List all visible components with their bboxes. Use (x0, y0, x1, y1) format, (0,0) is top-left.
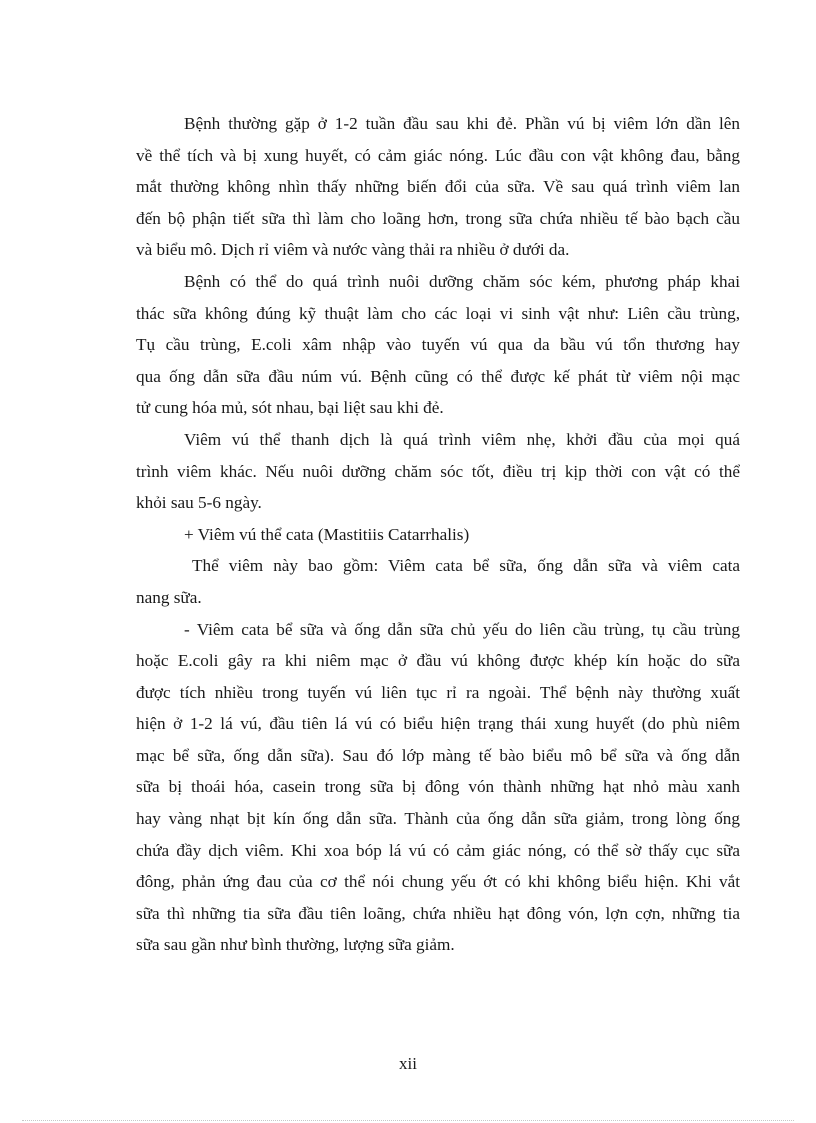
page-number: xii (399, 1054, 417, 1073)
text-line: sữa thì những tia sữa đầu tiên loãng, chứa nhiều hạt đông vón, lợn cợn, những tia (136, 903, 740, 923)
text-line: Tụ cầu trùng, E.coli xâm nhập vào tuyến vú qua da bầu vú tổn thương hay (136, 335, 740, 355)
text-line: Viêm vú thể thanh dịch là quá trình viêm nhẹ, khởi đầu của mọi quá (184, 429, 740, 449)
text-line: hiện ở 1-2 lá vú, đầu tiên lá vú có biểu hiện trạng thái xung huyết (do phù niêm (136, 714, 740, 734)
body-text (136, 108, 740, 961)
text-line: sữa sau gần như bình thường, lượng sữa giảm. (136, 935, 455, 955)
text-line: Thể viêm này bao gồm: Viêm cata bể sữa, ống dẫn sữa và viêm cata (192, 556, 740, 576)
text-line: được tích nhiều trong tuyến vú liên tục rỉ ra ngoài. Thể bệnh này thường xuất (136, 682, 740, 702)
text-line: Bệnh có thể do quá trình nuôi dưỡng chăm sóc kém, phương pháp khai (184, 271, 740, 291)
text-line: - Viêm cata bể sữa và ống dẫn sữa chủ yếu do liên cầu trùng, tụ cầu trùng (184, 619, 740, 639)
text-line: mắt thường không nhìn thấy những biến đổi của sữa. Về sau quá trình viêm lan (136, 177, 740, 197)
text-line: trình viêm khác. Nếu nuôi dưỡng chăm sóc tốt, điều trị kịp thời con vật có thể (136, 461, 740, 481)
text-line: khỏi sau 5-6 ngày. (136, 493, 262, 513)
text-line: qua ống dẫn sữa đầu núm vú. Bệnh cũng có thể được kế phát từ viêm nội mạc (136, 366, 740, 386)
page-bottom-divider (22, 1120, 794, 1121)
text-line: Bệnh thường gặp ở 1-2 tuần đầu sau khi đẻ. Phần vú bị viêm lớn dần lên (184, 114, 740, 133)
text-line: hay vàng nhạt bịt kín ống dẫn sữa. Thành của ống dẫn sữa giảm, trong lòng ống (136, 809, 740, 829)
text-line: về thể tích và bị xung huyết, có cảm giác nóng. Lúc đầu con vật không đau, bằng (136, 145, 740, 165)
text-line: đông, phản ứng đau của cơ thể nói chung yếu ớt có khi không biểu hiện. Khi vắt (136, 872, 740, 892)
text-line: thác sữa không đúng kỹ thuật làm cho các loại vi sinh vật như: Liên cầu trùng, (136, 303, 740, 323)
text-line: và biểu mô. Dịch rỉ viêm và nước vàng thải ra nhiều ở dưới da. (136, 240, 570, 260)
text-line: mạc bể sữa, ống dẫn sữa). Sau đó lớp màng tế bào biểu mô bể sữa và ống dẫn (136, 745, 740, 765)
text-line: tử cung hóa mủ, sót nhau, bại liệt sau khi đẻ. (136, 398, 444, 418)
text-line: sữa bị thoái hóa, casein trong sữa bị đông vón thành những hạt nhỏ màu xanh (136, 777, 740, 797)
text-line: hoặc E.coli gây ra khi niêm mạc ở đầu vú không được khép kín hoặc do sữa (136, 651, 740, 671)
text-line: chứa đầy dịch viêm. Khi xoa bóp lá vú có cảm giác nóng, có thể sờ thấy cục sữa (136, 840, 740, 860)
section-heading: + Viêm vú thể cata (Mastitiis Catarrhalis) (184, 524, 470, 544)
text-line: nang sữa. (136, 587, 202, 607)
text-line: đến bộ phận tiết sữa thì làm cho loãng hơn, trong sữa chứa nhiều tế bào bạch cầu (136, 208, 740, 228)
